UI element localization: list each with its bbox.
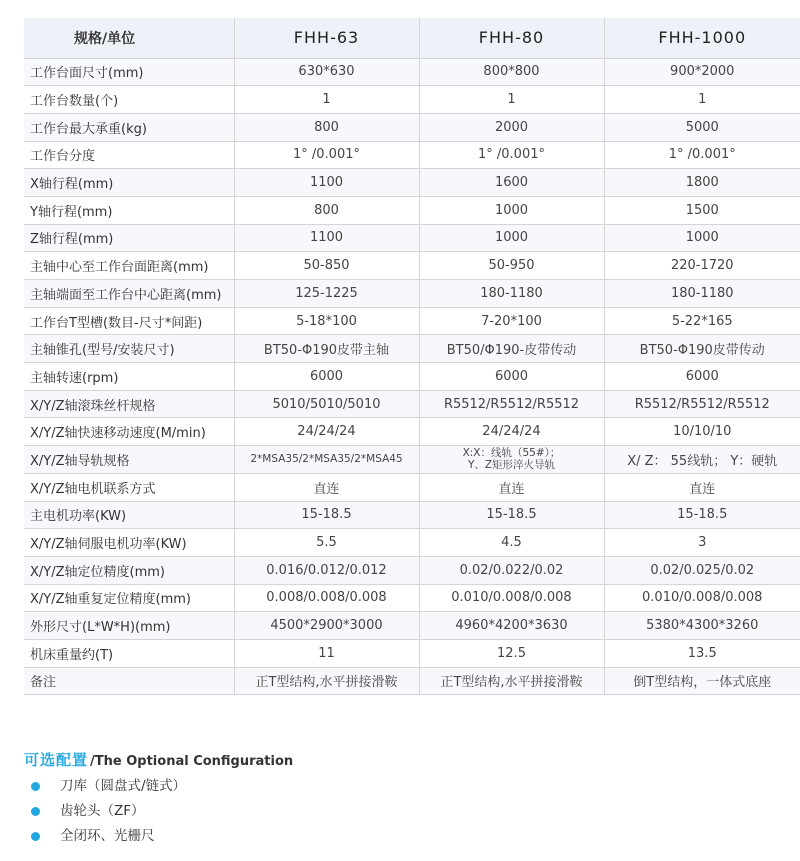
table-row [24, 335, 800, 363]
cell-value: 5010/5010/5010 [234, 390, 419, 418]
header-model-fhh-80: FHH-80 [419, 18, 604, 58]
cell-value: 0.008/0.008/0.008 [234, 584, 419, 612]
cell-value: X/ Z： 55线轨； Y：硬轨 [604, 446, 800, 474]
row-label: X/Y/Z轴电机联系方式 [24, 473, 234, 501]
cell-value: 24/24/24 [419, 418, 604, 446]
cell-value: 10/10/10 [604, 418, 800, 446]
cell-value: 3 [604, 529, 800, 557]
cell-value: 2000 [419, 113, 604, 141]
table-row [24, 224, 800, 252]
cell-value: 50-850 [234, 252, 419, 280]
cell-value: 5380*4300*3260 [604, 612, 800, 640]
spec-table [24, 18, 800, 695]
table-row [24, 307, 800, 335]
cell-value: 13.5 [604, 639, 800, 667]
table-row [24, 141, 800, 169]
cell-value: 7-20*100 [419, 307, 604, 335]
cell-value: 正T型结构,水平拼接滑鞍 [419, 667, 604, 695]
table-row [24, 280, 800, 308]
cell-value: 15-18.5 [419, 501, 604, 529]
list-item-label: 全闭环、光栅尺 [60, 828, 155, 844]
cell-value: BT50-Φ190皮带主轴 [234, 335, 419, 363]
cell-value: 1600 [419, 169, 604, 197]
table-row [24, 473, 800, 501]
cell-value: 5000 [604, 113, 800, 141]
row-label: 主轴锥孔(型号/安装尺寸) [24, 335, 234, 363]
row-label: X轴行程(mm) [24, 169, 234, 197]
cell-value: 180-1180 [419, 280, 604, 308]
table-row [24, 252, 800, 280]
header-model-fhh-1000: FHH-1000 [604, 18, 800, 58]
cell-value: 4500*2900*3000 [234, 612, 419, 640]
row-label: X/Y/Z轴定位精度(mm) [24, 556, 234, 584]
cell-value: 5.5 [234, 529, 419, 557]
list-item [24, 824, 784, 849]
cell-value: 直连 [234, 473, 419, 501]
cell-value: 50-950 [419, 252, 604, 280]
row-label: 主电机功率(KW) [24, 501, 234, 529]
cell-value: 直连 [604, 473, 800, 501]
table-row [24, 418, 800, 446]
table-row [24, 113, 800, 141]
cell-value: 6000 [234, 363, 419, 391]
cell-value: 11 [234, 639, 419, 667]
row-label: 工作台分度 [24, 141, 234, 169]
cell-line: X:X：线轨（55#）； [462, 447, 561, 460]
row-label: X/Y/Z轴重复定位精度(mm) [24, 584, 234, 612]
row-label: Z轴行程(mm) [24, 224, 234, 252]
optional-title-en: /The Optional Configuration [90, 754, 294, 769]
cell-value: 15-18.5 [604, 501, 800, 529]
table-row [24, 584, 800, 612]
cell-value: 1000 [604, 224, 800, 252]
row-label: 工作台最大承重(kg) [24, 113, 234, 141]
cell-value: BT50/Φ190-皮带传动 [419, 335, 604, 363]
row-label: 工作台面尺寸(mm) [24, 58, 234, 86]
table-row [24, 86, 800, 114]
table-row [24, 501, 800, 529]
cell-value: 0.010/0.008/0.008 [604, 584, 800, 612]
table-row [24, 196, 800, 224]
table-header-row [24, 18, 800, 58]
row-label: 主轴端面至工作台中心距离(mm) [24, 280, 234, 308]
cell-value: 1° /0.001° [234, 141, 419, 169]
header-spec-unit: 规格/单位 [24, 18, 234, 58]
cell-value: 0.02/0.022/0.02 [419, 556, 604, 584]
cell-value: 1 [419, 86, 604, 114]
table-row [24, 390, 800, 418]
cell-value: 倒T型结构，一体式底座 [604, 667, 800, 695]
cell-value: 5-18*100 [234, 307, 419, 335]
bullet-dot-icon [31, 832, 40, 841]
cell-value: 直连 [419, 473, 604, 501]
cell-value: 6000 [419, 363, 604, 391]
row-label: X/Y/Z轴伺服电机功率(KW) [24, 529, 234, 557]
cell-value: 800 [234, 113, 419, 141]
cell-value: 1000 [419, 224, 604, 252]
cell-value: BT50-Φ190皮带传动 [604, 335, 800, 363]
cell-value: 12.5 [419, 639, 604, 667]
list-item [24, 774, 784, 799]
list-item-label: 齿轮头（ZF） [60, 803, 145, 819]
cell-value: 1000 [419, 196, 604, 224]
row-label: 主轴转速(rpm) [24, 363, 234, 391]
row-label: X/Y/Z轴导轨规格 [24, 446, 234, 474]
cell-value: 1500 [604, 196, 800, 224]
cell-value: 125-1225 [234, 280, 419, 308]
optional-configuration [24, 746, 784, 849]
row-label: 主轴中心至工作台面距离(mm) [24, 252, 234, 280]
row-label: 机床重量约(T) [24, 639, 234, 667]
table-row [24, 612, 800, 640]
optional-title [24, 746, 784, 774]
table-row [24, 639, 800, 667]
optional-title-cn: 可选配置 [24, 751, 89, 769]
cell-value: 800 [234, 196, 419, 224]
list-item [24, 799, 784, 824]
cell-value: 1° /0.001° [604, 141, 800, 169]
cell-value: 1100 [234, 224, 419, 252]
cell-value: 220-1720 [604, 252, 800, 280]
cell-value: 4960*4200*3630 [419, 612, 604, 640]
row-label: 备注 [24, 667, 234, 695]
row-label: Y轴行程(mm) [24, 196, 234, 224]
bullet-dot-icon [31, 807, 40, 816]
cell-value: 2*MSA35/2*MSA35/2*MSA45 [234, 446, 419, 474]
cell-value: 24/24/24 [234, 418, 419, 446]
cell-value [419, 446, 604, 474]
cell-value: 180-1180 [604, 280, 800, 308]
cell-value: 5-22*165 [604, 307, 800, 335]
bullet-dot-icon [31, 782, 40, 791]
list-item-label: 刀库（圆盘式/链式） [60, 778, 187, 794]
table-row [24, 58, 800, 86]
header-model-fhh-63: FHH-63 [234, 18, 419, 58]
cell-value: R5512/R5512/R5512 [604, 390, 800, 418]
row-label: X/Y/Z轴快速移动速度(M/min) [24, 418, 234, 446]
table-row [24, 169, 800, 197]
row-label: 外形尺寸(L*W*H)(mm) [24, 612, 234, 640]
table-row [24, 556, 800, 584]
cell-value: 800*800 [419, 58, 604, 86]
cell-value: 0.010/0.008/0.008 [419, 584, 604, 612]
row-label: 工作台数量(个) [24, 86, 234, 114]
cell-value: 900*2000 [604, 58, 800, 86]
table-row [24, 529, 800, 557]
cell-value: 1 [604, 86, 800, 114]
cell-line: Y、Z矩形淬火导轨 [467, 459, 556, 472]
cell-value: 1100 [234, 169, 419, 197]
cell-value: 1800 [604, 169, 800, 197]
table-row [24, 363, 800, 391]
row-label: X/Y/Z轴滚珠丝杆规格 [24, 390, 234, 418]
cell-value: R5512/R5512/R5512 [419, 390, 604, 418]
cell-value: 1 [234, 86, 419, 114]
cell-value: 630*630 [234, 58, 419, 86]
optional-list [24, 774, 784, 849]
cell-value: 0.02/0.025/0.02 [604, 556, 800, 584]
cell-value: 6000 [604, 363, 800, 391]
row-label: 工作台T型槽(数目-尺寸*间距) [24, 307, 234, 335]
cell-value: 0.016/0.012/0.012 [234, 556, 419, 584]
cell-value: 4.5 [419, 529, 604, 557]
cell-value: 正T型结构,水平拼接滑鞍 [234, 667, 419, 695]
table-row [24, 667, 800, 695]
cell-value: 15-18.5 [234, 501, 419, 529]
table-row [24, 446, 800, 474]
cell-value: 1° /0.001° [419, 141, 604, 169]
